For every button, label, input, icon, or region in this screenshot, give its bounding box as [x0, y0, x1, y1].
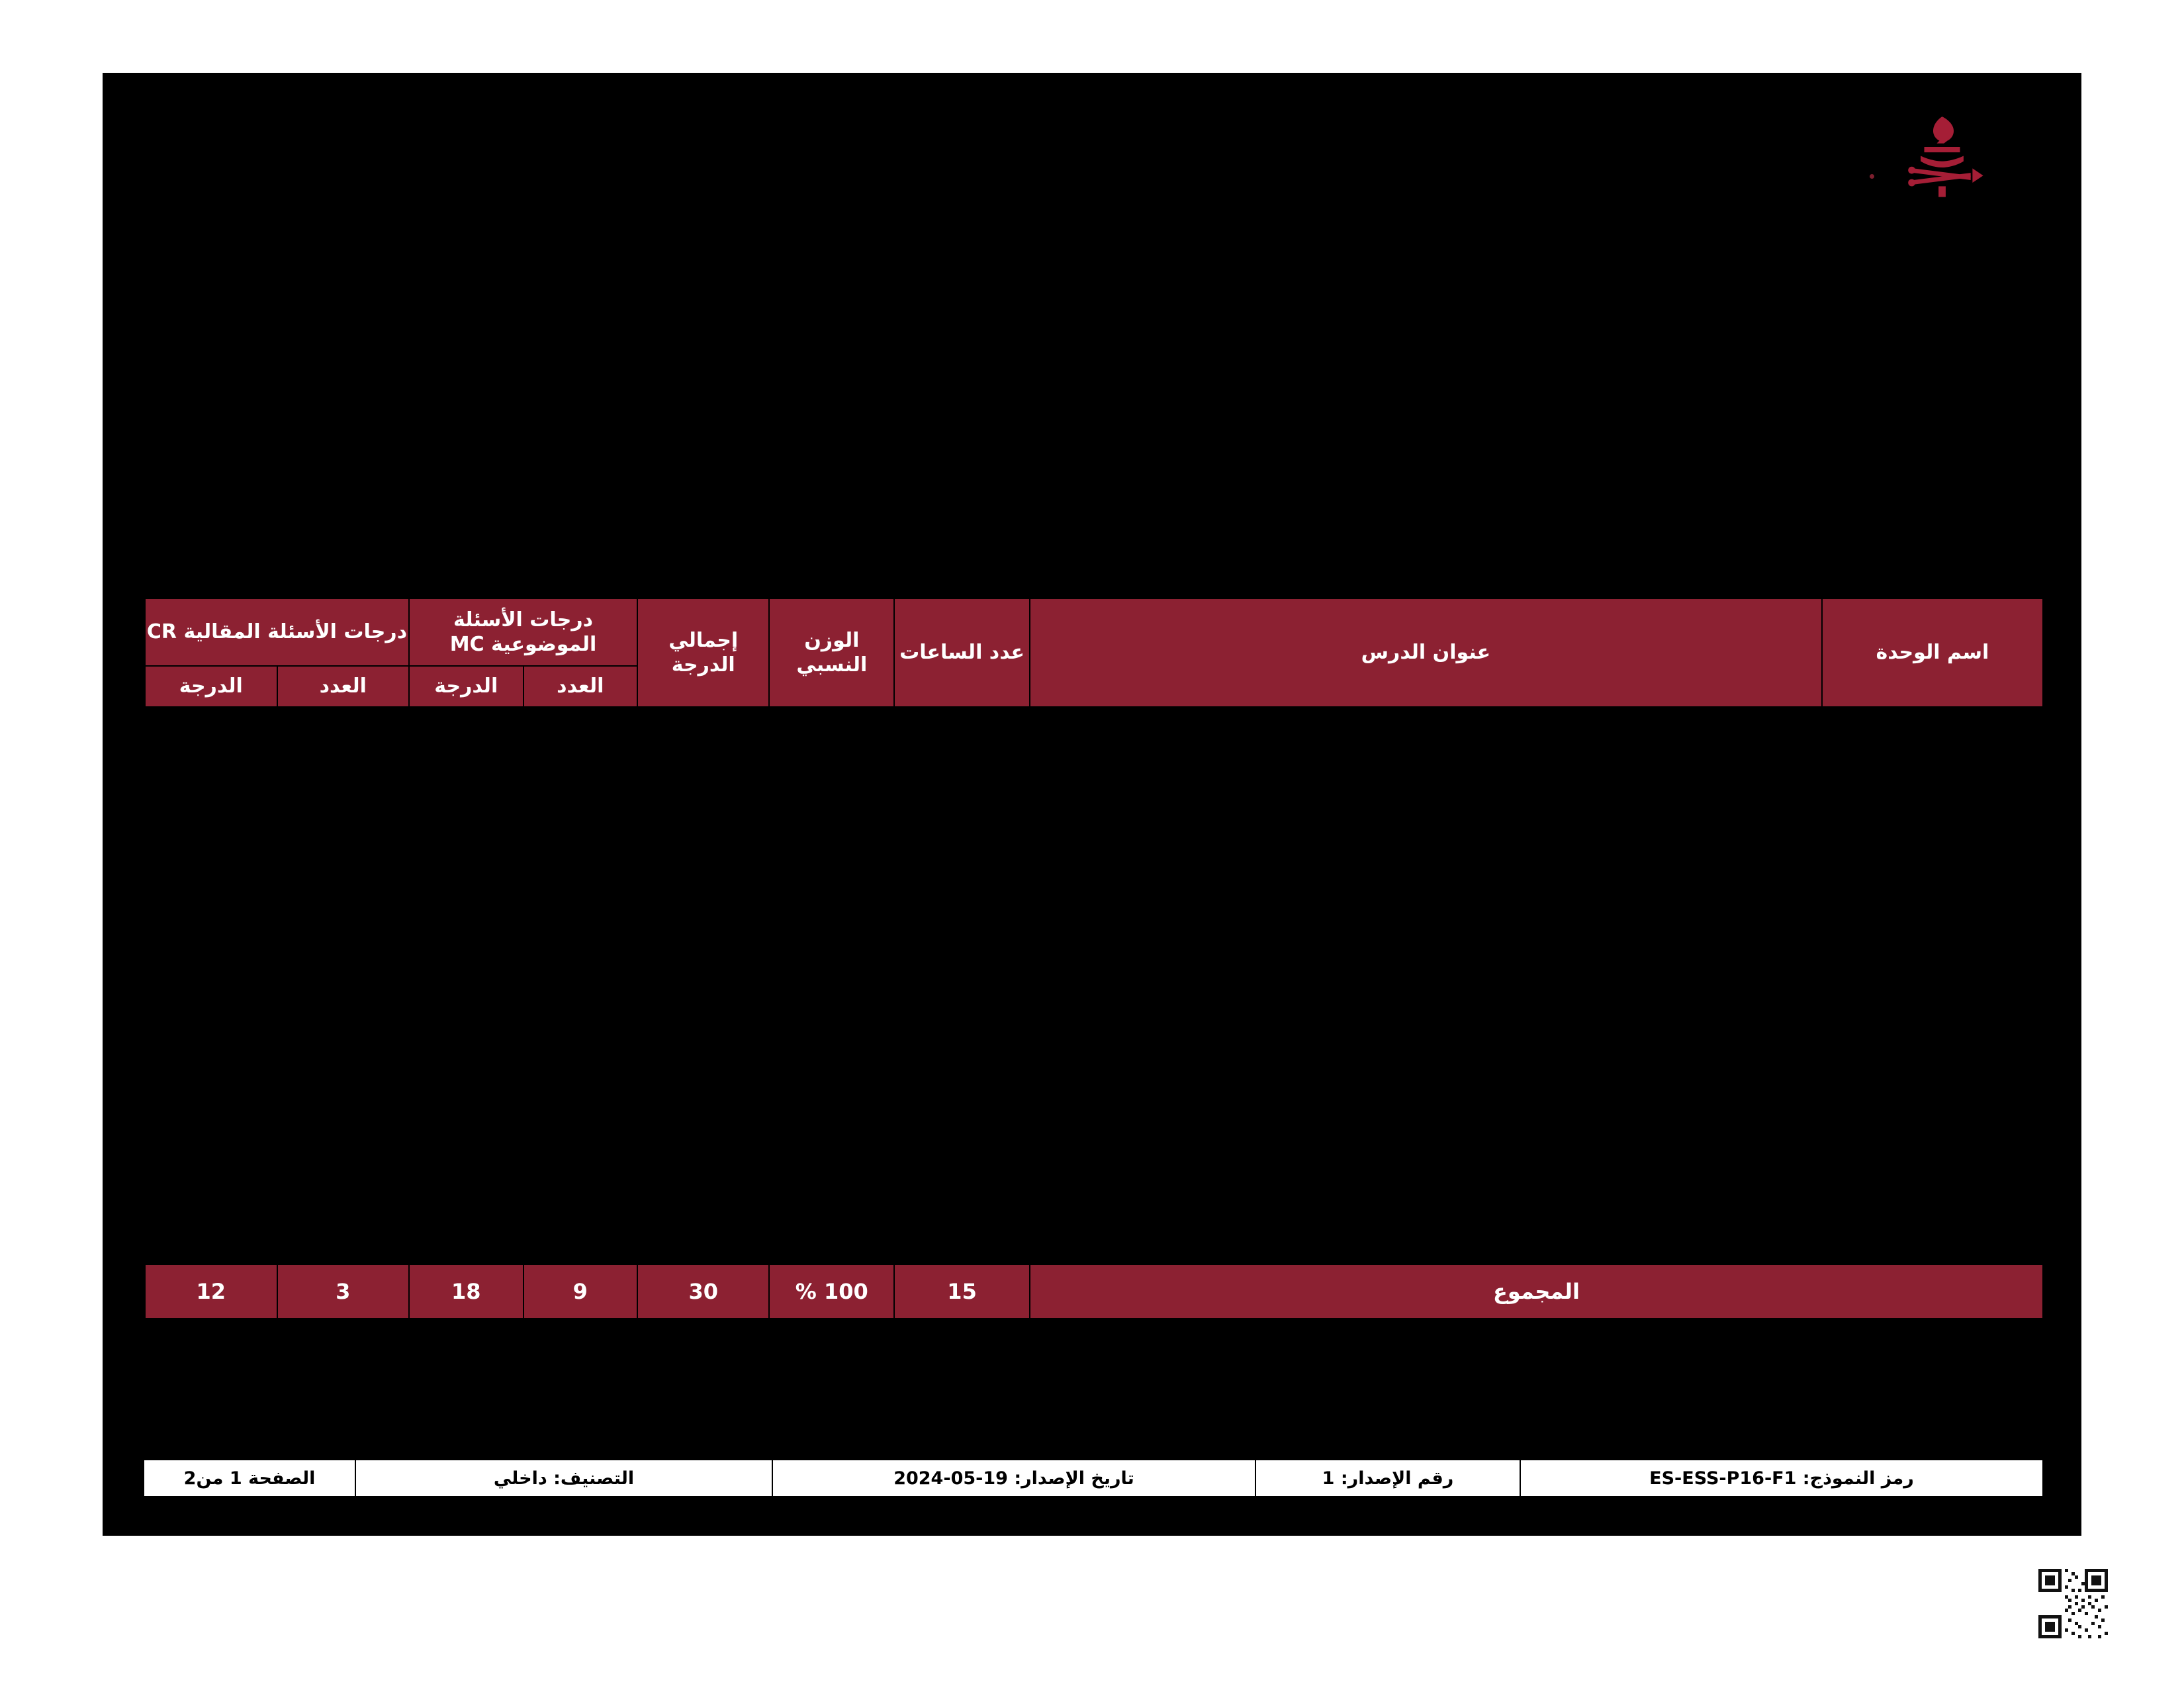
footer-issue-date: تاريخ الإصدار: 19-05-2024	[772, 1460, 1255, 1497]
cell-cr-degree	[145, 707, 277, 1264]
totals-cr-degree: 12	[145, 1264, 277, 1319]
footer-table	[143, 1459, 2044, 1497]
specification-table-wrapper	[144, 598, 2044, 1319]
footer-form-code: رمز النموذج: ES-ESS-P16-F1	[1520, 1460, 2043, 1497]
specification-table	[144, 598, 2044, 1319]
totals-label: المجموع	[1030, 1264, 2043, 1319]
cell-unit-name	[1822, 707, 2043, 1264]
totals-total-degree: 30	[637, 1264, 769, 1319]
cell-mc-degree	[409, 707, 523, 1264]
totals-mc-degree: 18	[409, 1264, 523, 1319]
totals-mc-count: 9	[523, 1264, 638, 1319]
footer-classification: التصنيف: داخلي	[355, 1460, 772, 1497]
header-cr-count: العدد	[277, 666, 409, 707]
header-mc-count: العدد	[523, 666, 638, 707]
header-unit-name: اسم الوحدة	[1822, 598, 2043, 707]
document-page	[103, 73, 2081, 1536]
totals-row	[145, 1264, 2043, 1319]
header-mc-group: درجات الأسئلة الموضوعية MC	[409, 598, 637, 666]
footer-revision-number: رقم الإصدار: 1	[1255, 1460, 1520, 1497]
cell-lesson-title	[1030, 707, 1822, 1264]
qr-code-icon	[2038, 1569, 2108, 1638]
table-row	[145, 707, 2043, 1264]
document-footer	[144, 1459, 2044, 1497]
totals-hours: 15	[894, 1264, 1030, 1319]
header-lesson-title: عنوان الدرس	[1030, 598, 1822, 707]
totals-cr-count: 3	[277, 1264, 409, 1319]
cell-hours	[894, 707, 1030, 1264]
cell-total-degree	[637, 707, 769, 1264]
header-total-degree: إجمالي الدرجة	[637, 598, 769, 707]
header-hours-count: عدد الساعات	[894, 598, 1030, 707]
footer-page-number: الصفحة 1 من2	[144, 1460, 355, 1497]
qatar-state-emblem-icon	[1897, 111, 1987, 201]
decorative-dot	[1870, 174, 1874, 179]
header-cr-degree: الدرجة	[145, 666, 277, 707]
header-cr-group: درجات الأسئلة المقالية CR	[145, 598, 409, 666]
header-mc-degree: الدرجة	[409, 666, 523, 707]
cell-cr-count	[277, 707, 409, 1264]
totals-weight: 100 %	[769, 1264, 894, 1319]
cell-mc-count	[523, 707, 638, 1264]
header-relative-weight: الوزن النسبي	[769, 598, 894, 707]
cell-weight	[769, 707, 894, 1264]
